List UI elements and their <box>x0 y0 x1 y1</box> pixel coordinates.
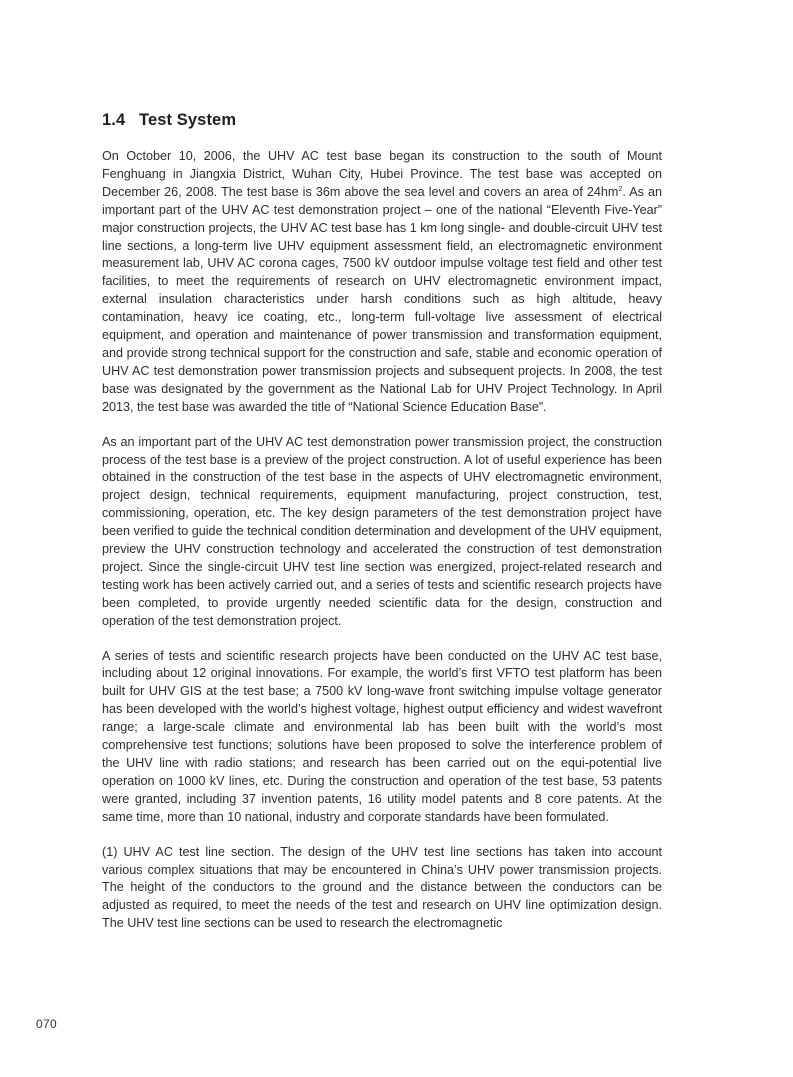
paragraph-1 <box>102 148 662 417</box>
section-heading <box>102 111 236 130</box>
paragraph-1-text-b: . As an important part of the UHV AC test demonstration project – one of the national “Eleventh Five-Year” major construction projects, the UHV AC test base has 1 km long single- and double-circuit UHV test line sections, a long-term live UHV equipment assessment field, an electromagnetic environment measurement lab, UHV AC corona cages, 7500 kV outdoor impulse voltage test field and other test facilities, to meet the requirements of research on UHV electromagnetic environment impact, external insulation characteristics under harsh conditions such as high altitude, heavy contamination, heavy ice coating, etc., long-term full-voltage live assessment of electrical equipment, and operation and maintenance of power transmission and transformation equipment, and provide strong technical support for the construction and safe, stable and economic operation of UHV AC test demonstration power transmission projects and subsequent projects. In 2008, the test base was designated by the government as the National Lab for UHV Project Technology. In April 2013, the test base was awarded the title of “National Science Education Base”. <box>102 184 662 414</box>
section-title: Test System <box>139 111 237 129</box>
section-number: 1.4 <box>102 111 126 129</box>
paragraph-4: (1) UHV AC test line section. The design of the UHV test line sections has taken into account various complex situations that may be encountered in China’s UHV power transmission projects. The height of the conductors to the ground and the distance between the conductors can be adjusted as required, to meet the needs of the test and research on UHV line optimization design. The UHV test line sections can be used to research the electromagnetic <box>102 844 662 931</box>
paragraph-2: As an important part of the UHV AC test demonstration power transmission project, the construction process of the test base is a preview of the project construction. A lot of useful experience has been obtained in the construction of the test base in the aspects of UHV electromagnetic environment, project design, technical requirements, equipment manufacturing, project construction, test, commissioning, operation, etc. The key design parameters of the test demonstration project have been verified to guide the technical condition determination and development of the UHV equipment, preview the UHV construction technology and accelerated the construction of test demonstration project. Since the single-circuit UHV test line section was energized, project-related research and testing work has been actively carried out, and a series of tests and scientific research projects have been completed, to provide urgently needed scientific data for the design, construction and operation of the test demonstration project. <box>102 434 662 628</box>
page-number: 070 <box>36 1017 57 1031</box>
body-text <box>102 148 662 950</box>
paragraph-1-text-a: On October 10, 2006, the UHV AC test base began its construction to the south of Mount Fenghuang in Jiangxia District, Wuhan City, Hubei Province. The test base was accepted on December 26, 2008. The test base is 36m above the sea level and covers an area of 24hm <box>102 149 662 199</box>
superscript: 2 <box>618 185 623 193</box>
paragraph-3: A series of tests and scientific research projects have been conducted on the UHV AC test base, including about 12 original innovations. For example, the world’s first VFTO test platform has been built for UHV GIS at the test base; a 7500 kV long-wave front switching impulse voltage generator has been developed with the world’s highest voltage, highest output efficiency and widest wavefront range; a large-scale climate and environmental lab has been built with the world’s most comprehensive test functions; solutions have been proposed to solve the interference problem of the UHV line with radio stations; and research has been carried out on the equi-potential live operation on 1000 kV lines, etc. During the construction and operation of the test base, 53 patents were granted, including 37 invention patents, 16 utility model patents and 8 core patents. At the same time, more than 10 national, industry and corporate standards have been formulated. <box>102 648 662 824</box>
